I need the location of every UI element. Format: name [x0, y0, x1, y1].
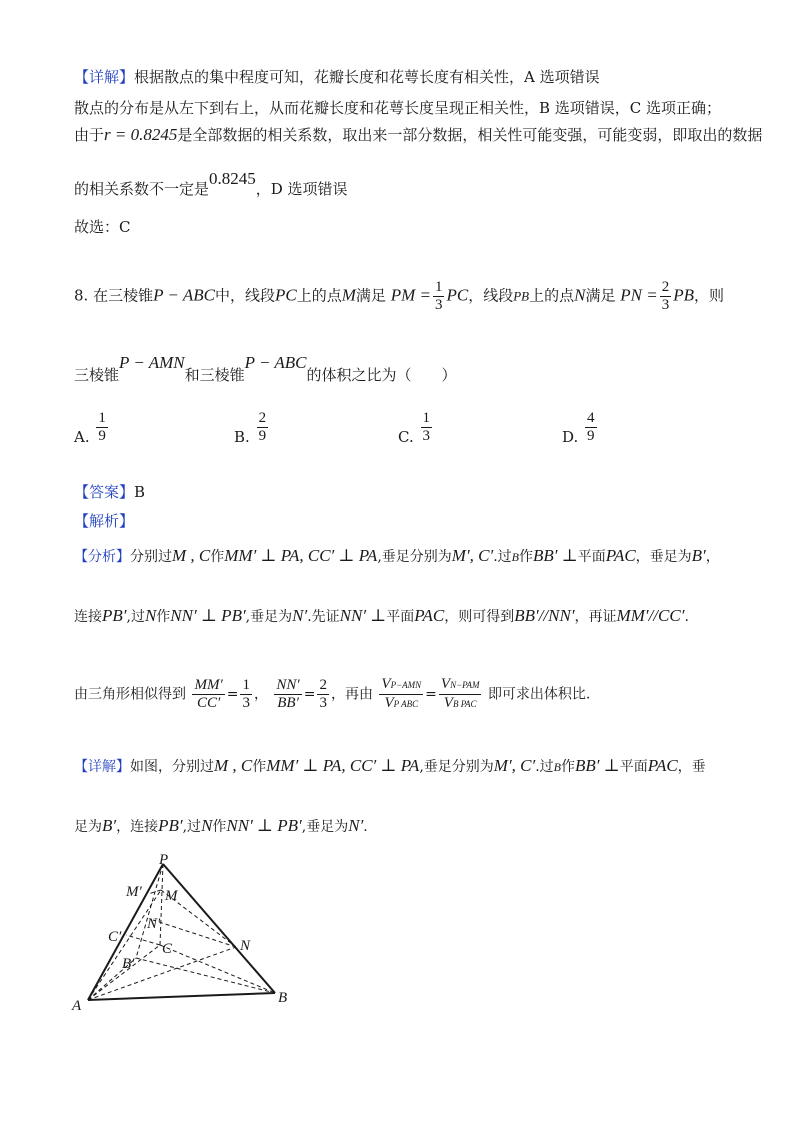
t: ，再由	[330, 686, 373, 703]
t: ,垂足为	[301, 819, 349, 835]
t: .过	[535, 759, 554, 775]
label-n-prime: N′	[147, 916, 161, 932]
frac-num: 4	[587, 410, 595, 426]
m: N′	[292, 606, 308, 625]
m: PB′	[102, 606, 127, 625]
q-math: PC	[274, 285, 297, 305]
detail2-line1	[74, 756, 706, 776]
m: NN′ ⊥	[339, 606, 387, 625]
q-text: 和三棱锥	[184, 366, 245, 384]
analysis-line	[74, 510, 134, 531]
m: B	[511, 550, 520, 564]
m: N	[144, 606, 157, 625]
option-label: C.	[398, 427, 414, 446]
t: 作	[519, 549, 534, 565]
detail1-line2	[74, 97, 721, 118]
option-label: B.	[234, 427, 250, 446]
t: ，连接	[116, 819, 159, 835]
option-d[interactable]	[562, 410, 599, 445]
t: 作	[561, 759, 576, 775]
label-m-prime: M′	[126, 884, 142, 900]
t: 连接	[74, 609, 102, 625]
q-math: M	[341, 285, 356, 305]
t: 即可求出体积比.	[487, 686, 591, 703]
option-c[interactable]	[398, 410, 434, 445]
frac-den: 3	[422, 428, 430, 444]
t: =	[425, 686, 437, 703]
detail1-line1	[74, 66, 600, 87]
q-text: 上的点	[296, 286, 342, 305]
m: B′	[691, 546, 706, 565]
answer-tag: 【答案】	[74, 483, 135, 501]
m: PAC	[647, 756, 678, 775]
t: .	[363, 819, 368, 835]
detail1-text-3a: 由于	[74, 126, 105, 144]
t: 平面	[577, 549, 606, 565]
fraction-nn	[274, 677, 301, 712]
q-math: PB	[673, 285, 695, 305]
option-label: D.	[562, 427, 579, 446]
label-n: N	[240, 938, 251, 954]
detail1-text-4a: 的相关系数不一定是	[74, 180, 210, 198]
frac-den: CC′	[196, 695, 221, 711]
q-math: P − ABC	[153, 285, 215, 305]
frac-den: 9	[587, 428, 595, 444]
fenxi-line3	[74, 676, 590, 713]
m: M , C	[172, 546, 211, 565]
q-math: N	[574, 285, 586, 305]
frac-num: 1	[434, 279, 443, 295]
detail1-line3	[74, 124, 762, 145]
frac-num: 1	[422, 410, 430, 426]
m: M , C	[214, 756, 253, 775]
label-p: P	[159, 852, 169, 868]
t: ,垂足分别为	[419, 759, 494, 775]
t: 如图，分别过	[130, 759, 214, 775]
t: 作	[212, 819, 227, 835]
q-math: PB	[513, 288, 530, 304]
t: 分别过	[130, 549, 172, 565]
detail1-text-4b: ，D 选项错误	[255, 180, 348, 198]
frac-num: 2	[319, 677, 327, 693]
t: ，则可得到	[444, 609, 515, 625]
sub: B PAC	[452, 699, 477, 709]
m: B′	[102, 816, 117, 835]
q-text: ，则	[694, 286, 725, 305]
detail2-tag: 【详解】	[74, 759, 130, 775]
frac-den	[379, 695, 423, 713]
tetrahedron-figure	[60, 850, 310, 1020]
m: PAC	[414, 606, 445, 625]
question-number: 8.	[74, 286, 89, 305]
r-value-math: r = 0.8245	[104, 125, 178, 144]
t: ,过	[182, 819, 202, 835]
m: BB′//NN′	[514, 606, 575, 625]
q-math: P − AMN	[119, 353, 185, 372]
t: 作	[252, 759, 267, 775]
q-math: PM =	[390, 285, 431, 305]
fraction-v1	[379, 676, 423, 713]
sub: P−AMN	[390, 680, 422, 690]
m: NN′ ⊥ PB′	[226, 816, 302, 835]
m: PB′	[158, 816, 183, 835]
edge-cb	[160, 945, 275, 993]
t: ，	[253, 686, 268, 703]
frac-num: 2	[258, 410, 267, 426]
t: 作	[156, 609, 171, 625]
edge-ac	[88, 945, 160, 1000]
option-fraction	[257, 410, 269, 445]
label-a: A	[72, 998, 82, 1014]
q-text: 中，线段	[214, 286, 275, 305]
t: ,垂足为	[245, 609, 293, 625]
frac-num	[379, 676, 423, 695]
analysis-tag: 【解析】	[74, 512, 135, 530]
m: PAC	[605, 546, 636, 565]
frac-num: NN′	[276, 677, 300, 693]
frac-num	[439, 676, 482, 695]
q-text: 三棱锥	[74, 366, 120, 384]
q-math: PC	[446, 285, 469, 305]
q-text: 在三棱锥	[93, 286, 154, 305]
q-math: P − ABC	[244, 353, 307, 372]
frac-den: 3	[242, 695, 250, 711]
option-b[interactable]	[234, 410, 270, 445]
v: V	[384, 695, 394, 711]
option-label: A.	[74, 427, 90, 446]
frac-num: 1	[98, 410, 106, 426]
m: N′	[348, 816, 364, 835]
sub: N−PAM	[450, 680, 480, 690]
t: .先证	[307, 609, 340, 625]
t: ，垂足为	[635, 549, 692, 565]
frac-den: BB′	[277, 695, 299, 711]
v: V	[381, 676, 391, 692]
m: MM′ ⊥ PA, CC′ ⊥ PA	[266, 756, 420, 775]
line-am	[88, 890, 161, 1000]
detail2-line2	[74, 816, 368, 836]
m: N	[201, 816, 213, 835]
option-a[interactable]	[74, 410, 110, 445]
t: 平面	[619, 759, 648, 775]
label-m: M	[165, 888, 178, 904]
detail-tag: 【详解】	[74, 68, 135, 86]
detail1-conclusion: 故选：C	[74, 218, 131, 236]
frac-den: 9	[258, 428, 267, 444]
t: ，垂	[677, 759, 706, 775]
fraction-v2	[439, 676, 482, 713]
fenxi-tag: 【分析】	[74, 549, 130, 565]
frac-den: 9	[98, 428, 106, 444]
q-text: 满足	[585, 286, 616, 305]
t: 平面	[386, 609, 415, 625]
frac-den	[439, 695, 482, 713]
answer-line	[74, 481, 145, 502]
m: B	[553, 760, 562, 774]
q-text: 上的点	[529, 286, 575, 305]
fenxi-line2	[74, 606, 689, 626]
frac-den: 3	[319, 695, 327, 711]
frac-num: MM′	[194, 677, 223, 693]
m: MM′ ⊥ PA, CC′ ⊥ PA	[224, 546, 378, 565]
edge-pc	[160, 864, 163, 945]
t: =	[226, 686, 239, 703]
q-text: 满足	[355, 286, 386, 305]
frac-den: 3	[434, 297, 443, 313]
frac-num: 1	[242, 677, 250, 693]
fraction-mm	[192, 677, 224, 712]
t: ,过	[126, 609, 145, 625]
m: BB′ ⊥	[575, 756, 620, 775]
frac-den: 3	[661, 297, 670, 313]
v: V	[443, 695, 453, 711]
fraction-2-3	[317, 677, 329, 712]
m: NN′ ⊥ PB′	[170, 606, 246, 625]
t: .	[684, 609, 689, 625]
sub: P ABC	[393, 699, 419, 709]
q-text: ，线段	[468, 286, 514, 305]
r-value-math-2: 0.8245	[209, 169, 256, 188]
v: V	[440, 676, 451, 692]
question-line2	[74, 352, 457, 384]
option-fraction	[96, 410, 108, 445]
t: .过	[493, 549, 512, 565]
label-b: B	[278, 990, 288, 1006]
label-c-prime: C′	[108, 929, 122, 945]
q-math: PN =	[620, 285, 658, 305]
line-pb1	[136, 864, 163, 958]
fraction-pn	[660, 279, 672, 314]
frac-num: 2	[661, 279, 670, 295]
t: 足为	[74, 819, 102, 835]
m: M′, C′	[451, 546, 494, 565]
t: 作	[210, 549, 225, 565]
detail1-text-2: 散点的分布是从左下到右上，从而花瓣长度和花萼长度呈现正相关性，B 选项错误，C 选项正确；	[74, 99, 722, 117]
t: ,垂足分别为	[377, 549, 452, 565]
detail1-text-1: 根据散点的集中程度可知，花瓣长度和花萼长度有相关性，A 选项错误	[134, 68, 600, 86]
label-c: C	[162, 941, 173, 957]
t: ，	[705, 549, 720, 565]
t: 由三角形相似得到	[74, 686, 186, 703]
fenxi-line1	[74, 546, 720, 566]
option-fraction	[421, 410, 433, 445]
label-b-prime: B′	[122, 956, 135, 972]
detail1-line4	[74, 168, 348, 198]
fraction-pm	[433, 279, 445, 314]
m: BB′ ⊥	[533, 546, 578, 565]
detail1-line5	[74, 216, 130, 237]
line-cc1	[126, 935, 160, 945]
answer-value: B	[134, 483, 146, 501]
option-fraction	[585, 410, 597, 445]
m: MM′//CC′	[616, 606, 685, 625]
q-text: 的体积之比为（ ）	[306, 366, 457, 384]
detail1-text-3b: 是全部数据的相关系数，取出来一部分数据，相关性可能变强，可能变弱，即取出的数据	[177, 126, 763, 144]
question-line1	[74, 279, 724, 314]
t: =	[303, 686, 316, 703]
edge-ab	[88, 993, 275, 1000]
fraction-1-3	[240, 677, 252, 712]
m: M′, C′	[493, 756, 536, 775]
t: ，再证	[574, 609, 617, 625]
